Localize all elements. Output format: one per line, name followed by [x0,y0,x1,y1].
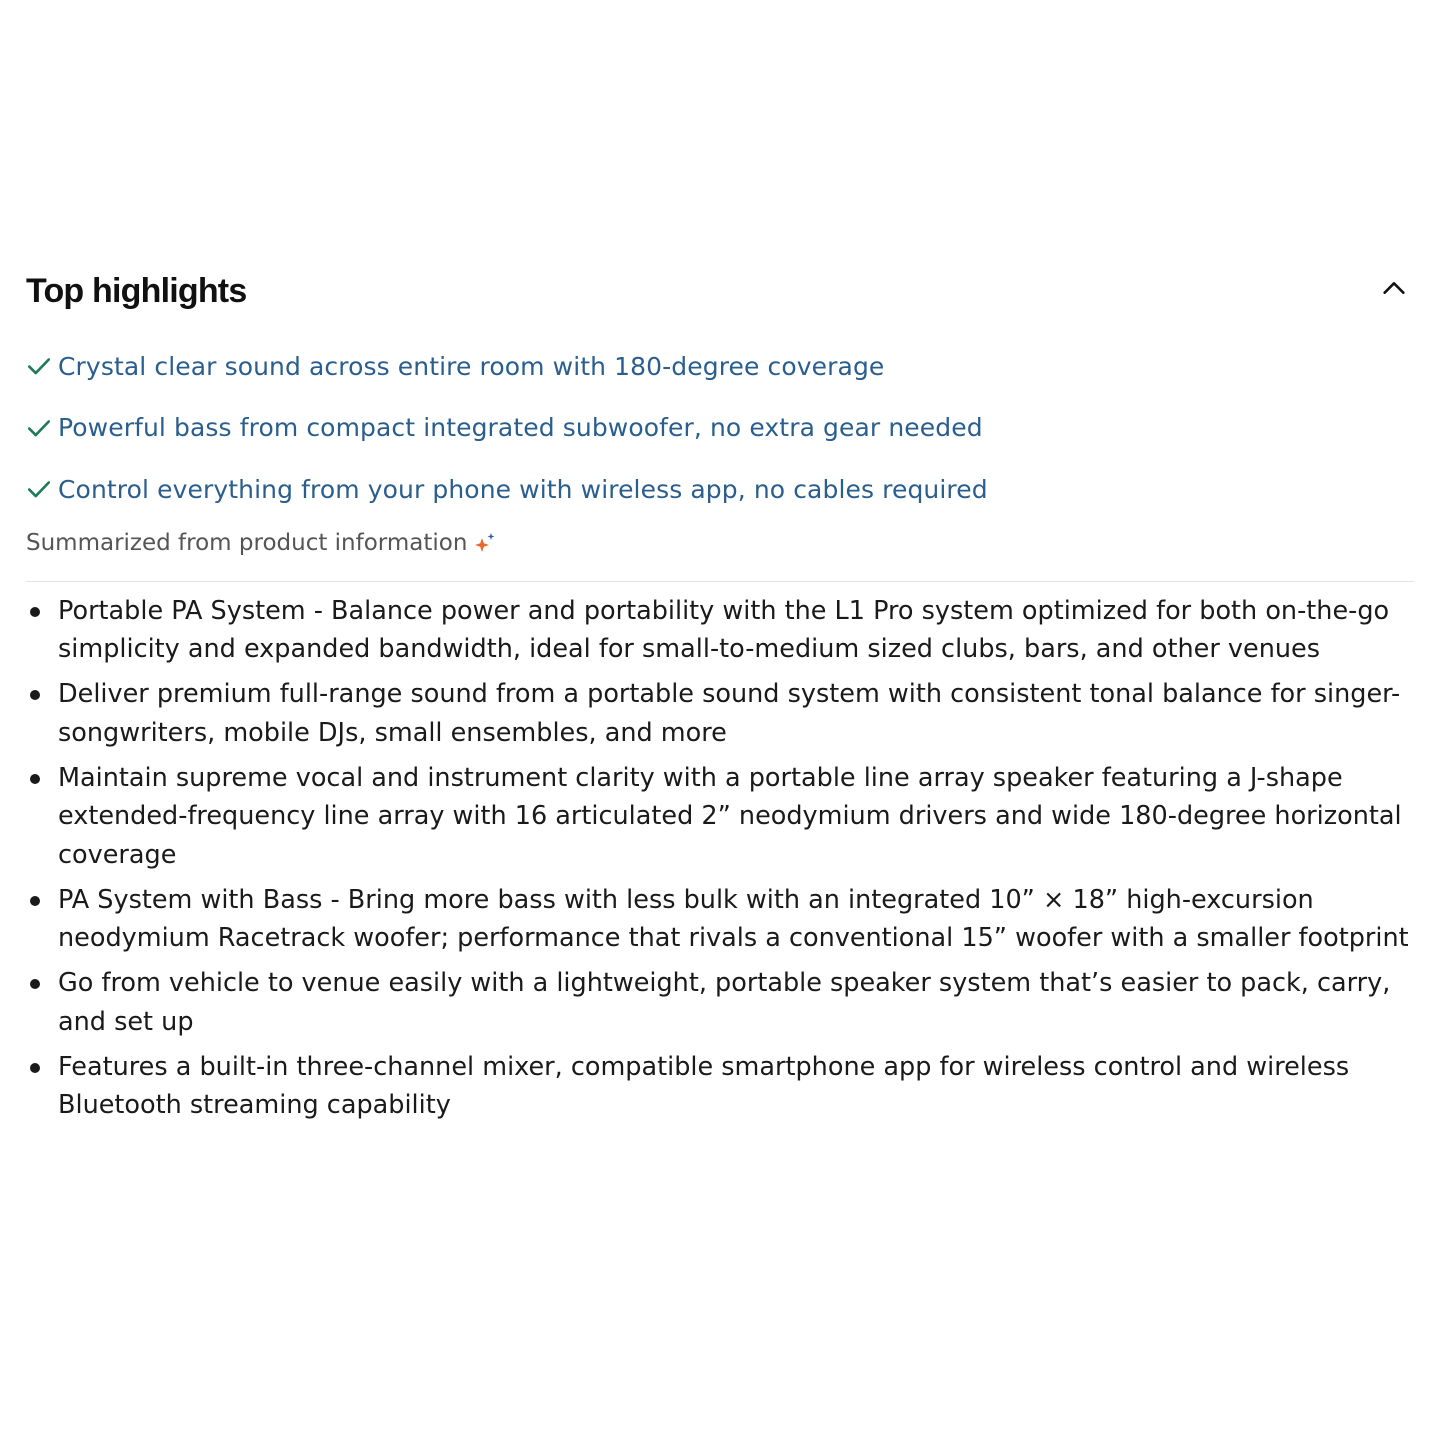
divider [26,581,1414,582]
bullet-text: Maintain supreme vocal and instrument clarity with a portable line array speaker featuring a J-shape extended-frequency line array with 16 articulated 2” neodymium drivers and wide 180-degree horizontal coverage [58,762,1402,870]
highlight-item [26,406,1414,450]
highlight-text: Crystal clear sound across entire room with 180-degree coverage [58,351,885,381]
list-item [26,881,1414,958]
bullet-text: Go from vehicle to venue easily with a lightweight, portable speaker system that’s easier to pack, carry, and set up [58,968,1391,1037]
list-item [26,592,1414,669]
highlight-text: Powerful bass from compact integrated subwoofer, no extra gear needed [58,413,983,442]
bullet-dot [30,690,40,700]
check-icon [26,476,52,502]
list-item [26,1048,1414,1125]
check-icon [26,415,52,441]
bullet-text: Portable PA System - Balance power and portability with the L1 Pro system optimized for both on-the-go simplicity and expanded bandwidth, ideal for small-to-medium sized clubs, bars, and other venues [58,595,1390,664]
chevron-up-icon [1380,274,1408,302]
check-icon [26,353,52,379]
highlight-item [26,344,1414,388]
bullet-dot [30,979,40,989]
summary-text: Summarized from product information [26,529,468,556]
summary-note [26,525,1414,561]
highlight-text: Control everything from your phone with wireless app, no cables required [58,474,988,504]
collapse-button[interactable] [1374,268,1414,308]
bullet-dot [30,774,40,784]
section-title: Top highlights [26,272,247,310]
bullet-dot [30,1063,40,1073]
highlights-list [26,344,1414,511]
bullet-dot [30,896,40,906]
section-header [26,262,1414,326]
list-item [26,675,1414,752]
bullet-text: Features a built-in three-channel mixer, compatible smartphone app for wireless control and wireless Bluetooth streaming capability [58,1051,1350,1120]
bullet-text: Deliver premium full-range sound from a portable sound system with consistent tonal balance for singer-songwriters, mobile DJs, small ensembles, and more [58,679,1401,748]
top-highlights-section [26,262,1414,1131]
list-item [26,964,1414,1041]
bullet-dot [30,607,40,617]
sparkle-icon [473,531,497,555]
highlight-item [26,467,1414,511]
list-item [26,759,1414,875]
feature-bullets [26,592,1414,1125]
bullet-text: PA System with Bass - Bring more bass with less bulk with an integrated 10” × 18” high-excursion neodymium Racetrack woofer; performance that rivals a conventional 15” woofer with a smaller footprint [58,884,1409,953]
